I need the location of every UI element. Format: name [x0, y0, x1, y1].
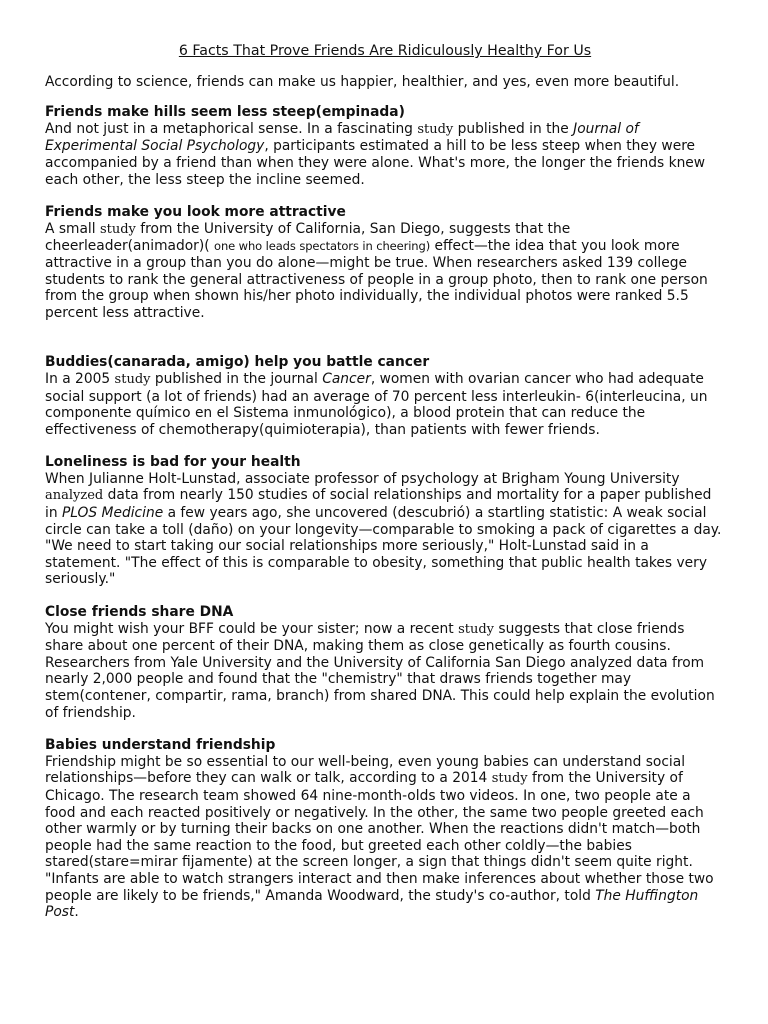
section-cancer [45, 354, 725, 438]
section-body [45, 221, 725, 322]
publication-name: The Huffington Post [45, 887, 699, 921]
section-loneliness [45, 454, 725, 588]
journal-name: Journal of Experimental Social Psychology [45, 120, 639, 155]
section-heading: Buddies(canarada, amigo) help you battle cancer [45, 354, 430, 371]
body-text: suggests that close friends share about one percent of their DNA, making them as close genetically as fourth cousins. Researchers from Yale University and the University of California San Diego analyzed data from nearly 2,000 people and found that the "chemistry" that draws friends together may stem(contener, compartir, rama, branch) from shared DNA. This could help explain the evolution of friendship. [45, 620, 715, 721]
section-body [45, 754, 725, 921]
document-page [45, 43, 725, 937]
inline-word: analyzed [45, 488, 104, 504]
body-text: , women with ovarian cancer who had adequate social support (a lot of friends) had an average of 70 percent less interleukin- 6(interleucina, un componente químico en el Sistema inmunológico), a blood protein that can reduce the effectiveness of chemotherapy(quimioterapia), than patients with fewer friends. [45, 370, 708, 438]
body-text: published in the journal [150, 370, 323, 387]
body-text: data from nearly 150 studies of social relationships and mortality for a paper published in [45, 487, 712, 522]
body-text: In a 2005 [45, 370, 115, 387]
inline-word: study [458, 621, 495, 637]
section-hills [45, 104, 725, 188]
body-text: published in the [453, 120, 574, 137]
body-text: from the University of California, San Diego, suggests that the cheerleader(animador)( [45, 220, 571, 255]
section-babies [45, 737, 725, 921]
body-text: A small [45, 220, 100, 237]
section-body [45, 371, 725, 438]
body-text: When Julianne Holt-Lunstad, associate professor of psychology at Brigham Young University [45, 470, 680, 487]
section-heading: Loneliness is bad for your health [45, 454, 301, 471]
section-body [45, 621, 725, 722]
section-heading: Friends make you look more attractive [45, 204, 346, 221]
section-heading: Friends make hills seem less steep(empinada) [45, 104, 405, 121]
body-text: a few years ago, she uncovered (descubrió) a startling statistic: A weak social circle can take a toll (daño) on your longevity—comparable to smoking a pack of cigarettes a day. "We need to start taking our social relationships more seriously," Holt-Lunstad said in a statement. "The effect of this is comparable to obesity, something that public health takes very seriously." [45, 505, 722, 588]
body-text: . [74, 904, 79, 921]
inline-definition: one who leads spectators in cheering) [214, 239, 431, 254]
inline-word: study [491, 771, 528, 787]
section-heading: Close friends share DNA [45, 604, 234, 621]
inline-word: study [417, 121, 454, 137]
body-text: You might wish your BFF could be your sister; now a recent [45, 620, 459, 637]
section-body [45, 121, 725, 188]
body-text: Friendship might be so essential to our well-being, even young babies can understand social relationships—before they can walk or talk, according to a 2014 [45, 753, 686, 787]
inline-word: study [99, 221, 136, 237]
section-heading: Babies understand friendship [45, 737, 276, 754]
document-title: 6 Facts That Prove Friends Are Ridiculously Healthy For Us [178, 43, 592, 59]
inline-word: study [114, 371, 151, 387]
intro-paragraph: According to science, friends can make us happier, healthier, and yes, even more beautiful. [45, 73, 680, 90]
body-text: And not just in a metaphorical sense. In a fascinating [45, 120, 418, 137]
body-text: , participants estimated a hill to be less steep when they were accompanied by a friend than when they were alone. What's more, the longer the friends knew each other, the less steep the incline seemed. [45, 138, 706, 188]
body-text: effect—the idea that you look more attractive in a group than you do alone—might be true. When researchers asked 139 college students to rank the general attractiveness of people in a group photo, then to rank one person from the group when shown his/her photo individually, the individual photos were ranked 5.5 percent less attractive. [45, 238, 708, 321]
body-text: from the University of Chicago. The research team showed 64 nine-month-olds two videos. In one, two people ate a food and each reacted positively or negatively. In the other, the same two people greeted each other warmly or by turning their backs on one another. When the reactions didn't match—both people had the same reaction to the food, but greeted each other coldly—the babies stared(stare=mirar fijamente) at the screen longer, a sign that things didn't seem quite right. "Infants are able to watch strangers interact and then make inferences about whether those two people are likely to be friends," Amanda Woodward, the study's co-author, told [45, 770, 714, 904]
section-dna [45, 604, 725, 721]
section-attractive [45, 204, 725, 321]
journal-name: Cancer [322, 370, 371, 387]
journal-name: PLOS Medicine [61, 505, 164, 522]
section-body [45, 471, 725, 588]
